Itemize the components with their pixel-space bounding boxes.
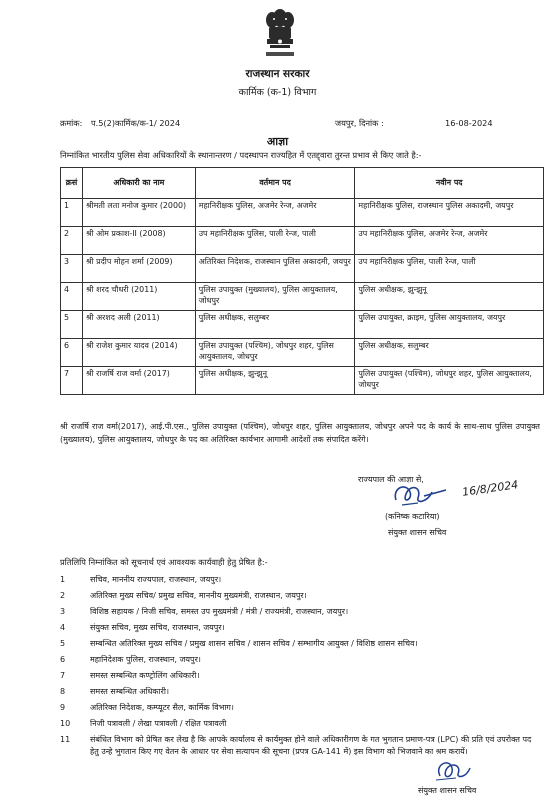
list-item-text: अतिरिक्त निदेशक, कम्प्यूटर सैल, कार्मिक विभाग। <box>90 703 234 712</box>
cell-new-post: उप महानिरीक्षक पुलिस, अजमेर रेन्ज, अजमेर <box>355 227 544 255</box>
cell-new-post: पुलिस अधीक्षक, झुन्झुनू <box>355 283 544 311</box>
cell-new-post: पुलिस अधीक्षक, सलुम्बर <box>355 339 544 367</box>
signatory-name: (कनिष्क कटारिया) <box>385 512 440 521</box>
list-item-number: 6 <box>60 655 66 664</box>
copy-to-intro: प्रतिलिपि निम्नांकित को सूचनार्थ एवं आवश्यक कार्यवाही हेतु प्रेषित है:- <box>60 557 268 567</box>
transfer-table <box>60 167 544 395</box>
cell-new-post: महानिरीक्षक पुलिस, राजस्थान पुलिस अकादमी, जयपुर <box>355 199 544 227</box>
table-row <box>61 311 544 339</box>
signature-image <box>430 756 478 784</box>
cell-sno: 3 <box>61 255 83 283</box>
cell-name: श्री राजर्षि राज वर्मा (2017) <box>82 367 195 395</box>
signature-date: 16/8/2024 <box>461 478 520 499</box>
table-row <box>61 339 544 367</box>
list-item-number: 1 <box>60 575 66 584</box>
list-item-number: 7 <box>60 671 66 680</box>
signature-image <box>388 478 458 510</box>
cell-sno: 2 <box>61 227 83 255</box>
col-header-current-post: वर्तमान पद <box>195 168 355 199</box>
table-header-row <box>61 168 544 199</box>
additional-charge-note: श्री राजर्षि राज वर्मा(2017), आई.पी.एस., पुलिस उपायुक्त (पश्चिम), जोधपुर शहर, पुलिस आयुक्तालय, जोधपुर अपने पद के कार्य के साथ-साथ पुलिस उपायुक्त (मुख्यालय), पुलिस आयुक्तालय, जोधपुर के पद का अतिरिक्त कार्यभार आगामी आदेशों तक संपादित करेंगे। <box>60 422 540 444</box>
col-header-sno: क्रसं <box>61 168 83 199</box>
copy-signatory-designation: संयुक्त शासन सचिव <box>418 786 477 795</box>
list-item-text: सम्बन्धित अतिरिक्त मुख्य सचिव / प्रमुख शासन सचिव / शासन सचिव / सम्भागीय आयुक्त / विशिष्ठ शासन सचिव। <box>90 639 418 648</box>
table-row <box>61 199 544 227</box>
cell-current-post: पुलिस उपायुक्त (पश्चिम), जोधपुर शहर, पुलिस आयुक्तालय, जोधपुर <box>195 339 355 367</box>
list-item-number: 4 <box>60 623 66 632</box>
table-row <box>61 227 544 255</box>
cell-current-post: पुलिस अधीक्षक, झुन्झुनू <box>195 367 355 395</box>
cell-current-post: पुलिस उपायुक्त (मुख्यालय), पुलिस आयुक्तालय, जोधपुर <box>195 283 355 311</box>
department-title: कार्मिक (क-1) विभाग <box>238 87 317 98</box>
list-item-number: 3 <box>60 607 66 616</box>
list-item-text: अतिरिक्त मुख्य सचिव/ प्रमुख सचिव, माननीय मुख्यमंत्री, राजस्थान, जयपुर। <box>90 591 307 600</box>
cell-name: श्री अरशद अली (2011) <box>82 311 195 339</box>
table-row <box>61 367 544 395</box>
cell-sno: 6 <box>61 339 83 367</box>
cell-new-post: पुलिस उपायुक्त, क्राइम, पुलिस आयुक्तालय, जयपुर <box>355 311 544 339</box>
state-emblem-icon <box>263 8 297 62</box>
list-item-text: संबंधित विभाग को प्रेषित कर लेख है कि आपके कार्यालय से कार्यमुक्त होने वाले अधिकारीगण के गत भुगतान प्रमाण-पत्र (LPC) की प्रति एवं उपरोक्त पद हेतु उन्हे भुगतान किए गए वेतन के आधार पर सेवा सत्यापन की सूचना (प्रपत्र GA-141 में) इस विभाग को भिजवाने का श्रम करायें। <box>90 735 532 756</box>
cell-new-post: उप महानिरीक्षक पुलिस, पाली रेन्ज, पाली <box>355 255 544 283</box>
col-header-name: अधिकारी का नाम <box>82 168 195 199</box>
place-date-label: जयपुर, दिनांक : <box>335 118 384 128</box>
signatory-designation: संयुक्त शासन सचिव <box>388 528 447 537</box>
list-item-text: महानिदेशक पुलिस, राजस्थान, जयपुर। <box>90 655 201 664</box>
by-order-line: राज्यपाल की आज्ञा से, <box>358 475 424 484</box>
list-item-number: 10 <box>60 719 71 728</box>
order-title: आज्ञा <box>266 135 289 148</box>
table-row <box>61 283 544 311</box>
list-item-text: निजी पत्रावली / लेखा पत्रावली / रक्षित पत्रावली <box>90 719 227 728</box>
cell-name: श्री राजेश कुमार यादव (2014) <box>82 339 195 367</box>
list-item-text: संयुक्त सचिव, मुख्य सचिव, राजस्थान, जयपुर। <box>90 623 225 632</box>
order-intro: निम्नांकित भारतीय पुलिस सेवा अधिकारियों के स्थानान्तरण / पदस्थापन राज्यहित में एतद्द्वारा तुरन्त प्रभाव से किए जाते है:- <box>60 150 422 160</box>
list-item-number: 5 <box>60 639 66 648</box>
list-item-number: 11 <box>60 735 71 744</box>
cell-sno: 7 <box>61 367 83 395</box>
order-date: 16-08-2024 <box>445 118 493 128</box>
reference-number <box>60 118 180 129</box>
cell-new-post: पुलिस उपायुक्त (पश्चिम), जोधपुर शहर, पुलिस आयुक्तालय, जोधपुर <box>355 367 544 395</box>
reference-value: प.5(2)कार्मिक/क-1/ 2024 <box>90 118 181 128</box>
cell-name: श्री ओम प्रकाश-II (2008) <box>82 227 195 255</box>
government-title: राजस्थान सरकार <box>245 68 310 80</box>
list-item-text: समस्त सम्बन्धित कण्ट्रोलिंग अधिकारी। <box>90 671 200 680</box>
cell-current-post: अतिरिक्त निदेशक, राजस्थान पुलिस अकादमी, जयपुर <box>195 255 355 283</box>
cell-sno: 4 <box>61 283 83 311</box>
cell-name: श्रीमती लता मनोज कुमार (2000) <box>82 199 195 227</box>
list-item-number: 9 <box>60 703 66 712</box>
cell-current-post: पुलिस अधीक्षक, सलुम्बर <box>195 311 355 339</box>
list-item-text: विशिष्ठ सहायक / निजी सचिव, समस्त उप मुख्यमंत्री / मंत्री / राज्यमंत्री, राजस्थान, जयपुर। <box>90 607 349 616</box>
cell-sno: 5 <box>61 311 83 339</box>
list-item-text: समस्त सम्बन्धित अधिकारी। <box>90 687 169 696</box>
cell-sno: 1 <box>61 199 83 227</box>
col-header-new-post: नवीन पद <box>355 168 544 199</box>
cell-name: श्री प्रदीप मोहन शर्मा (2009) <box>82 255 195 283</box>
list-item-number: 2 <box>60 591 66 600</box>
list-item-text: सचिव, माननीय राज्यपाल, राजस्थान, जयपुर। <box>90 575 222 584</box>
cell-current-post: महानिरीक्षक पुलिस, अजमेर रेन्ज, अजमेर <box>195 199 355 227</box>
cell-current-post: उप महानिरीक्षक पुलिस, पाली रेन्ज, पाली <box>195 227 355 255</box>
cell-name: श्री शरद चौधरी (2011) <box>82 283 195 311</box>
reference-label: क्रमांक: <box>60 118 83 128</box>
list-item-number: 8 <box>60 687 66 696</box>
table-row <box>61 255 544 283</box>
